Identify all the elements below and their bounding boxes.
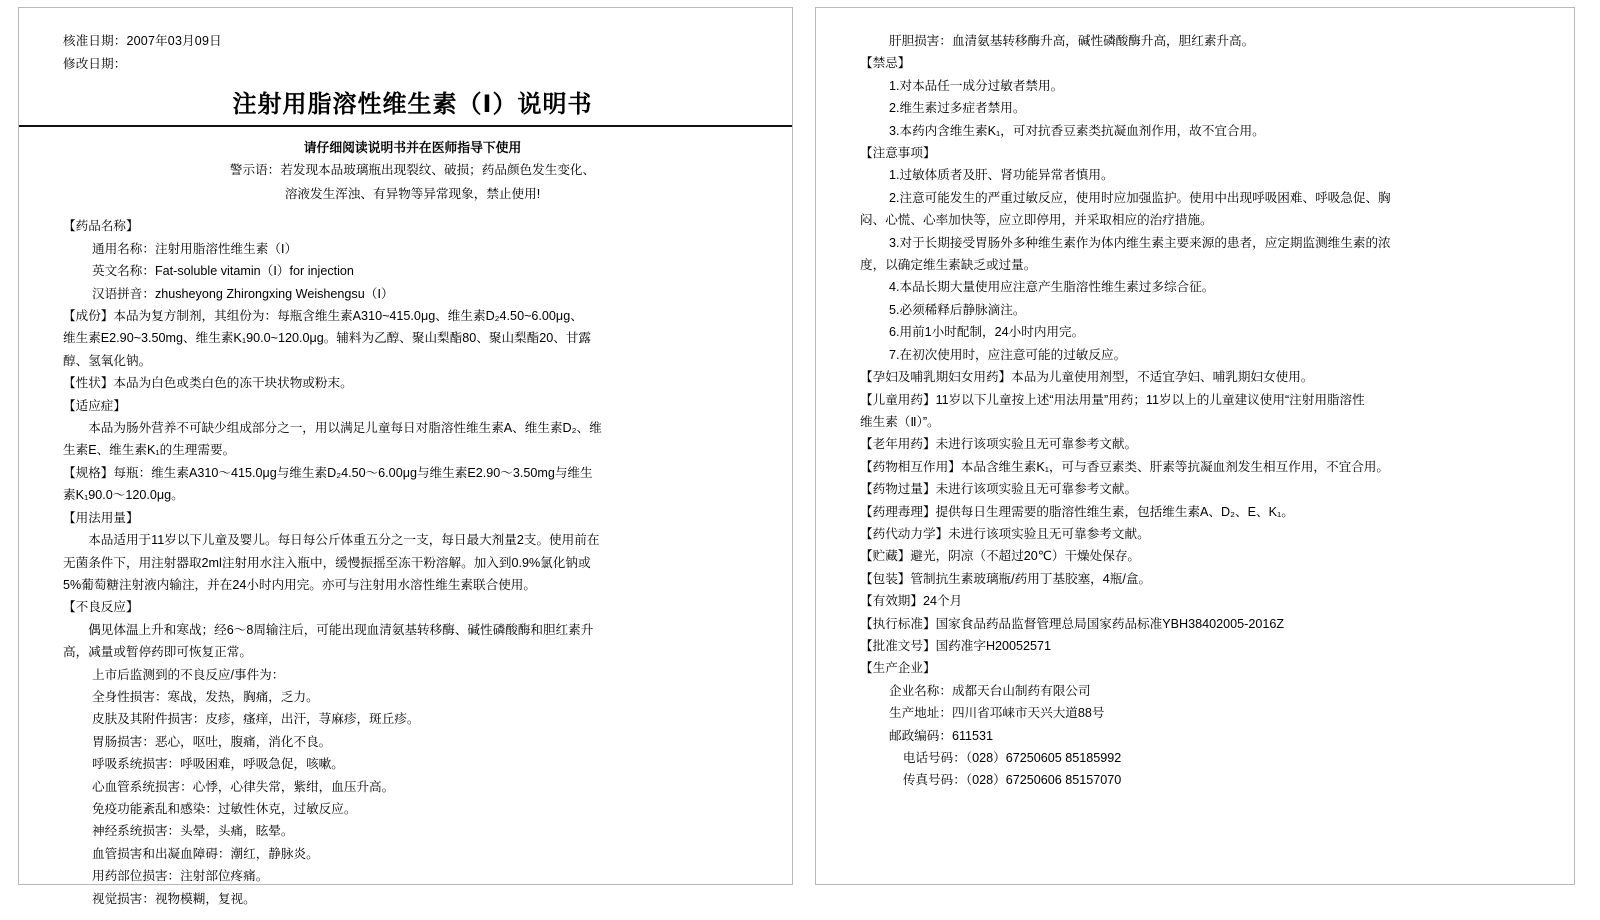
section-overdose	[860, 478, 1548, 500]
adverse-item: 呼吸系统损害：呼吸困难，呼吸急促，咳嗽。	[91, 757, 344, 772]
pharmacology-text: 提供每日生理需要的脂溶性维生素，包括维生素A、D₂、E、K₁。	[935, 504, 1294, 519]
ingredients-line-3: 醇、氢氧化钠。	[63, 353, 152, 368]
spec-line-1: 每瓶：维生素A310～415.0μg与维生素D₂4.50～6.00μg与维生素E2.90～3.50mg与维生	[113, 465, 593, 480]
section-character	[63, 372, 762, 394]
pregnancy-text: 本品为儿童使用剂型，不适宜孕妇、哺乳期妇女使用。	[1011, 370, 1314, 385]
section-notice-head: 【注意事项】	[860, 146, 936, 161]
adverse-line-2: 高，减量或暂停药即可恢复正常。	[63, 645, 252, 660]
section-validity	[860, 590, 1548, 612]
notice-item-2-line-1: 2.注意可能发生的严重过敏反应，使用时应加强监护。使用中出现呼吸困难、呼吸急促、胸	[888, 190, 1391, 205]
manufacturer-phone: 电话号码：（028）67250605 85185992	[902, 751, 1122, 765]
section-spec-head: 【规格】	[63, 465, 114, 480]
approval-number-text: 国药准字H20052571	[935, 638, 1052, 653]
section-pharmacokinetics	[860, 523, 1548, 545]
indication-line-2: 生素E、维生素K₁的生理需要。	[63, 443, 236, 458]
notice-item-4: 4.本品长期大量使用应注意产生脂溶性维生素过多综合征。	[888, 280, 1215, 295]
warning-line-2: 溶液发生浑浊、有异物等异常现象，禁止使用!	[284, 186, 541, 201]
section-pharmacokinetics-head: 【药代动力学】	[860, 526, 949, 541]
contraindication-item: 2.维生素过多症者禁用。	[888, 101, 1026, 116]
adverse-item: 视觉损害：视物模糊，复视。	[91, 891, 256, 906]
section-interaction-head: 【药物相互作用】	[860, 459, 961, 474]
section-elderly-head: 【老年用药】	[860, 437, 936, 452]
section-interaction	[860, 456, 1548, 478]
section-pregnancy	[860, 366, 1548, 388]
section-pharmacology	[860, 501, 1548, 523]
usage-line-2: 无菌条件下，用注射器取2ml注射用水注入瓶中，缓慢振摇至冻干粉溶解。加入到0.9%氯化钠或	[63, 555, 591, 570]
standard-text: 国家食品药品监督管理总局国家药品标准YBH38402005-2016Z	[935, 616, 1285, 631]
drug-name-pinyin: 汉语拼音：zhusheyong Zhirongxing Weishengsu（Ⅰ）	[91, 286, 394, 301]
page-left	[18, 7, 793, 906]
contraindication-item: 3.本药内含维生素K₁，可对抗香豆素类抗凝血剂作用，故不宜合用。	[888, 123, 1265, 138]
section-approval-number-head: 【批准文号】	[860, 638, 936, 653]
section-adverse-head: 【不良反应】	[63, 600, 139, 615]
package-text: 管制抗生素玻璃瓶/药用丁基胶塞，4瓶/盒。	[910, 571, 1152, 586]
manufacturer-address: 生产地址：四川省邛崃市天兴大道88号	[888, 706, 1105, 721]
notice-item-7: 7.在初次使用时，应注意可能的过敏反应。	[888, 347, 1127, 362]
section-package	[860, 568, 1548, 590]
interaction-text: 本品含维生素K₁，可与香豆素类、肝素等抗凝血剂发生相互作用，不宜合用。	[960, 459, 1389, 474]
title-divider	[19, 125, 792, 127]
notice-item-2-line-2: 闷、心慌、心率加快等，应立即停用，并采取相应的治疗措施。	[860, 213, 1213, 228]
manufacturer-fax: 传真号码：（028）67250606 85157070	[902, 773, 1122, 788]
section-package-head: 【包装】	[860, 571, 911, 586]
ingredients-line-1: 本品为复方制剂，其组份为：每瓶含维生素A310~415.0μg、维生素D₂4.50~6.00μg、	[113, 309, 583, 324]
ingredients-line-2: 维生素E2.90~3.50mg、维生素K₁90.0~120.0μg。辅料为乙醇、聚山梨酯80、聚山梨酯20、甘露	[63, 331, 592, 346]
character-text: 本品为白色或类白色的冻干块状物或粉末。	[113, 376, 353, 391]
usage-line-1: 本品适用于11岁以下儿童及婴儿。每日每公斤体重五分之一支，每日最大剂量2支。使用前在	[88, 533, 600, 548]
section-validity-head: 【有效期】	[860, 594, 923, 609]
section-drug-name-head: 【药品名称】	[63, 219, 139, 234]
notice-item-3-line-1: 3.对于长期接受胃肠外多种维生素作为体内维生素主要来源的患者，应定期监测维生素的浓	[888, 235, 1391, 250]
section-manufacturer-head: 【生产企业】	[860, 661, 936, 676]
adverse-item: 神经系统损害：头晕，头痛，眩晕。	[91, 824, 294, 839]
section-standard	[860, 613, 1548, 635]
revision-date: 修改日期：	[63, 57, 127, 72]
section-storage	[860, 545, 1548, 567]
approval-date: 核准日期：2007年03月09日	[63, 34, 222, 48]
adverse-line-1: 偶见体温上升和寒战；经6～8周输注后，可能出现血清氨基转移酶、碱性磷酸酶和胆红素升	[88, 622, 594, 637]
adverse-item: 全身性损害：寒战，发热，胸痛，乏力。	[91, 689, 319, 704]
warning-line-1: 警示语：若发现本品玻璃瓶出现裂纹、破损；药品颜色发生变化、	[229, 163, 596, 178]
contraindication-item: 1.对本品任一成分过敏者禁用。	[888, 78, 1064, 93]
section-standard-head: 【执行标准】	[860, 616, 936, 631]
adverse-item: 血管损害和出凝血障碍：潮红，静脉炎。	[91, 846, 319, 861]
document-title: 注射用脂溶性维生素（Ⅰ）说明书	[232, 91, 593, 119]
section-pregnancy-head: 【孕妇及哺乳期妇女用药】	[860, 370, 1012, 385]
adverse-item: 心血管系统损害：心悸，心律失常，紫绀，血压升高。	[91, 779, 395, 794]
read-carefully-note: 请仔细阅读说明书并在医师指导下使用	[303, 140, 522, 156]
children-line-2: 维生素（Ⅱ）”。	[860, 414, 940, 429]
notice-item-3-line-2: 度，以确定维生素缺乏或过量。	[860, 258, 1037, 273]
usage-line-3: 5%葡萄糖注射液内输注，并在24小时内用完。亦可与注射用水溶性维生素联合使用。	[63, 577, 536, 592]
section-overdose-head: 【药物过量】	[860, 482, 936, 497]
storage-text: 避光，阴凉（不超过20℃）干燥处保存。	[910, 549, 1141, 564]
section-children-head: 【儿童用药】	[860, 392, 936, 407]
adverse-item: 免疫功能紊乱和感染：过敏性休克，过敏反应。	[91, 801, 357, 816]
indication-line-1: 本品为肠外营养不可缺少组成部分之一，用以满足儿童每日对脂溶性维生素A、维生素D₂、维	[88, 421, 602, 436]
validity-text: 24个月	[922, 594, 963, 609]
page-right-content	[816, 8, 1574, 802]
section-character-head: 【性状】	[63, 376, 114, 391]
adverse-item: 皮肤及其附件损害：皮疹，瘙痒，出汗，荨麻疹，斑丘疹。	[91, 712, 420, 727]
liver-damage-line: 肝胆损害：血清氨基转移酶升高，碱性磷酸酶升高，胆红素升高。	[888, 34, 1255, 48]
section-pharmacology-head: 【药理毒理】	[860, 504, 936, 519]
section-elderly	[860, 433, 1548, 455]
elderly-text: 未进行该项实验且无可靠参考文献。	[935, 437, 1138, 452]
notice-item-1: 1.过敏体质者及肝、肾功能异常者慎用。	[888, 168, 1114, 183]
adverse-line-3: 上市后监测到的不良反应/事件为：	[91, 667, 285, 682]
manufacturer-zip: 邮政编码：611531	[888, 728, 994, 743]
adverse-item: 用药部位损害：注射部位疼痛。	[91, 869, 269, 884]
section-storage-head: 【贮藏】	[860, 549, 911, 564]
section-approval-number	[860, 635, 1548, 657]
section-usage-head: 【用法用量】	[63, 510, 139, 525]
page-left-content	[19, 8, 792, 920]
notice-item-6: 6.用前1小时配制，24小时内用完。	[888, 325, 1085, 340]
spec-line-2: 素K₁90.0～120.0μg。	[63, 488, 184, 503]
section-indication-head: 【适应症】	[63, 398, 126, 413]
drug-name-english: 英文名称：Fat-soluble vitamin（Ⅰ）for injection	[91, 264, 354, 279]
overdose-text: 未进行该项实验且无可靠参考文献。	[935, 482, 1138, 497]
pharmacokinetics-text: 未进行该项实验且无可靠参考文献。	[948, 526, 1150, 541]
section-contraindication-head: 【禁忌】	[860, 56, 911, 71]
manufacturer-name: 企业名称：成都天台山制药有限公司	[888, 683, 1091, 698]
children-line-1: 11岁以下儿童按上述“用法用量”用药；11岁以上的儿童建议使用“注射用脂溶性	[935, 392, 1365, 407]
section-spec	[63, 462, 762, 484]
section-children	[860, 389, 1548, 411]
section-ingredients-head: 【成份】	[63, 309, 114, 324]
notice-item-5: 5.必须稀释后静脉滴注。	[888, 302, 1026, 317]
page-right	[815, 7, 1575, 885]
adverse-item: 胃肠损害：恶心，呕吐，腹痛，消化不良。	[91, 734, 332, 749]
drug-name-common: 通用名称：注射用脂溶性维生素（Ⅰ）	[91, 241, 298, 256]
section-ingredients	[63, 305, 762, 327]
